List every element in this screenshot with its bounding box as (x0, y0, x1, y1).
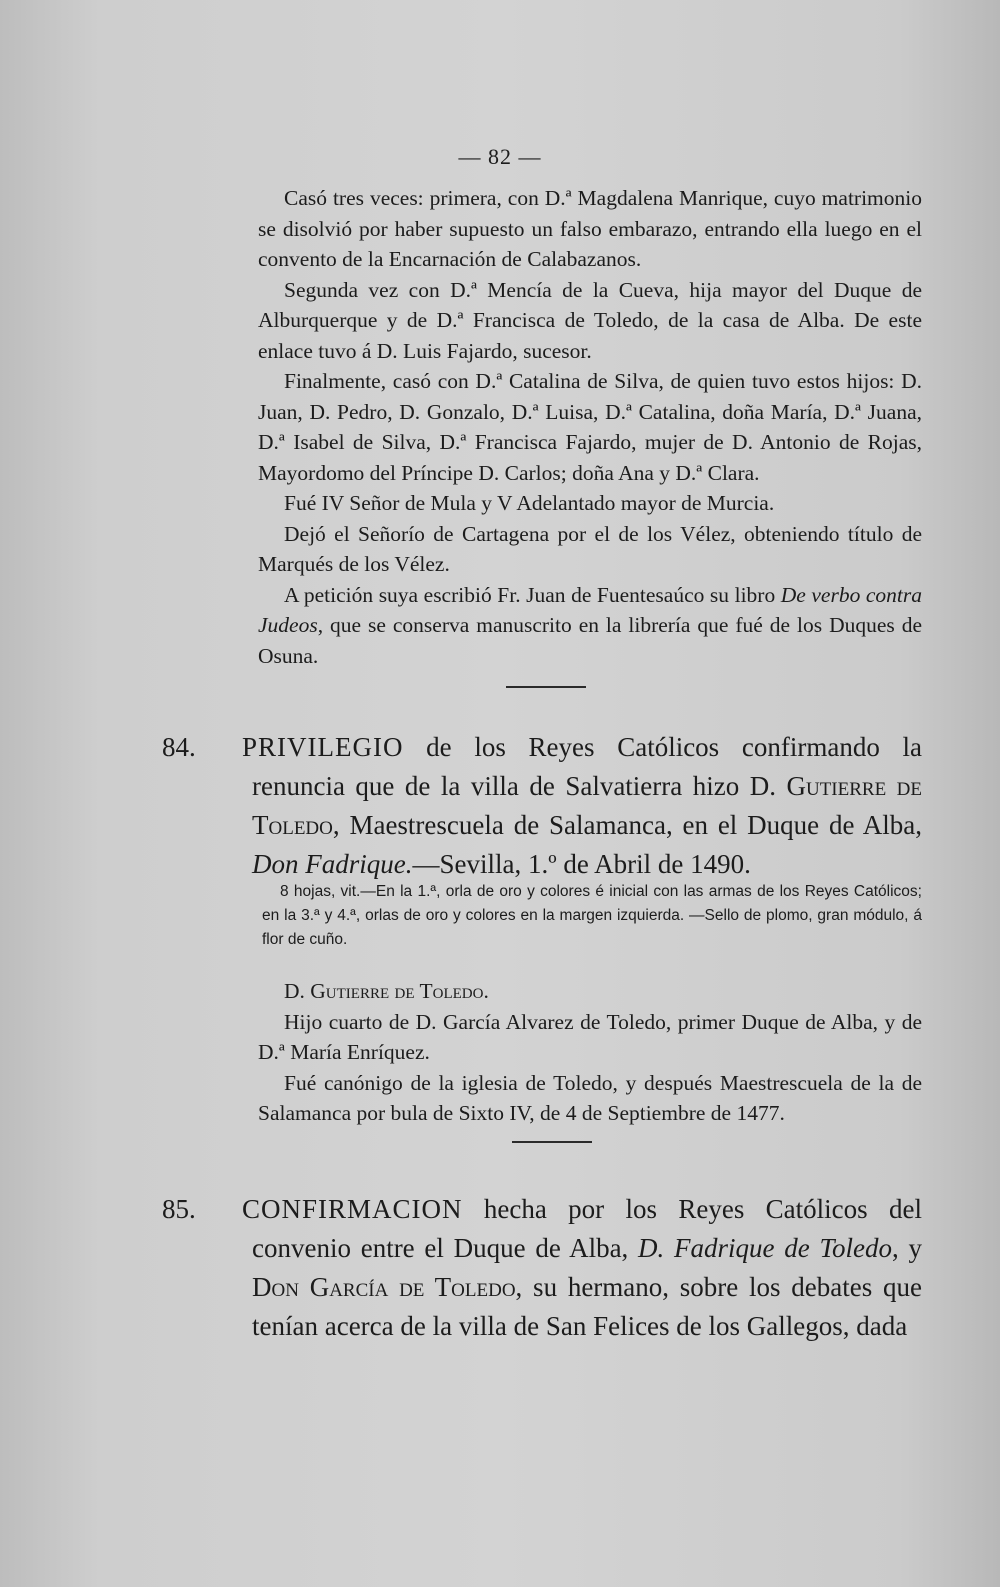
paragraph-marriages: Casó tres veces: primera, con D.ª Magdalena Manrique, cuyo matrimonio se disolvió por haber supuesto un falso embarazo, entrando ella luego en el convento de la Encarnación de Calabazanos. (258, 186, 922, 271)
physical-description-note: 8 hojas, vit.—En la 1.ª, orla de oro y colores é inicial con las armas de los Reyes Católicos; en la 3.ª y 4.ª, orlas de oro y colores en la margen izquierda. —Sello de plomo, gran módulo, á flor de cuño. (262, 883, 922, 948)
paragraph-titles: Fué IV Señor de Mula y V Adelantado mayor de Murcia. (284, 491, 775, 515)
entry-heading: CONFIRMACION (242, 1194, 463, 1224)
entry-85 (162, 1190, 922, 1350)
paragraph-book: A petición suya escribió Fr. Juan de Fuentesaúco su libro De verbo contra Judeos, que se conserva manuscrito en la librería que fué de los Duques de Osuna. (258, 582, 923, 668)
person-name: Gutierre de Toledo (252, 771, 922, 840)
biography-gutierre (258, 976, 922, 1129)
section-divider (512, 1141, 592, 1143)
entry-number: 84. (162, 732, 196, 762)
biography-heading: D. Gutierre de Toledo. (284, 979, 489, 1003)
entry-number: 85. (162, 1194, 196, 1224)
book-title: De verbo contra Judeos (258, 582, 923, 637)
duke-name: Don Fadrique. (252, 849, 413, 879)
entry-description: CONFIRMACION hecha por los Reyes Católicos del convenio entre el Duque de Alba, D. Fadrique de Toledo, y Don García de Toledo, su hermano, sobre los debates que tenían acerca de la villa de San Felices de los Gallegos, dada (242, 1194, 923, 1341)
paragraph-children: Finalmente, casó con D.ª Catalina de Silva, de quien tuvo estos hijos: D. Juan, D. Pedro, D. Gonzalo, D.ª Luisa, D.ª Catalina, doña María, D.ª Juana, D.ª Isabel de Silva, D.ª Francisca Fajardo, mujer de D. Antonio de Rojas, Mayordomo del Príncipe D. Carlos; doña Ana y D.ª Clara. (258, 369, 922, 485)
biography-continuation (258, 183, 922, 671)
person-name: Don García de Toledo (252, 1272, 516, 1302)
section-divider (506, 686, 586, 688)
paragraph-marquisate: Dejó el Señorío de Cartagena por el de los Vélez, obteniendo título de Marqués de los Vélez. (258, 521, 922, 576)
entry-84 (162, 728, 922, 888)
page-number: — 82 — (458, 144, 542, 169)
duke-name: D. Fadrique de Toledo (638, 1233, 892, 1263)
paragraph-parentage: Hijo cuarto de D. García Alvarez de Toledo, primer Duque de Alba, y de D.ª María Enríquez. (258, 1009, 922, 1064)
paragraph-second-marriage: Segunda vez con D.ª Mencía de la Cueva, hija mayor del Duque de Alburquerque y de D.ª Francisca de Toledo, de la casa de Alba. De este enlace tuvo á D. Luis Fajardo, sucesor. (258, 277, 922, 363)
entry-heading: PRIVILEGIO (242, 732, 404, 762)
entry-description: PRIVILEGIO de los Reyes Católicos confirmando la renuncia que de la villa de Salvatierra hizo D. Gutierre de Toledo, Maestrescuela de Salamanca, en el Duque de Alba, Don Fadrique.—Sevilla, 1.º de Abril de 1490. (242, 732, 922, 879)
paragraph-career: Fué canónigo de la iglesia de Toledo, y después Maestrescuela de la de Salamanca por bula de Sixto IV, de 4 de Septiembre de 1477. (258, 1070, 922, 1125)
